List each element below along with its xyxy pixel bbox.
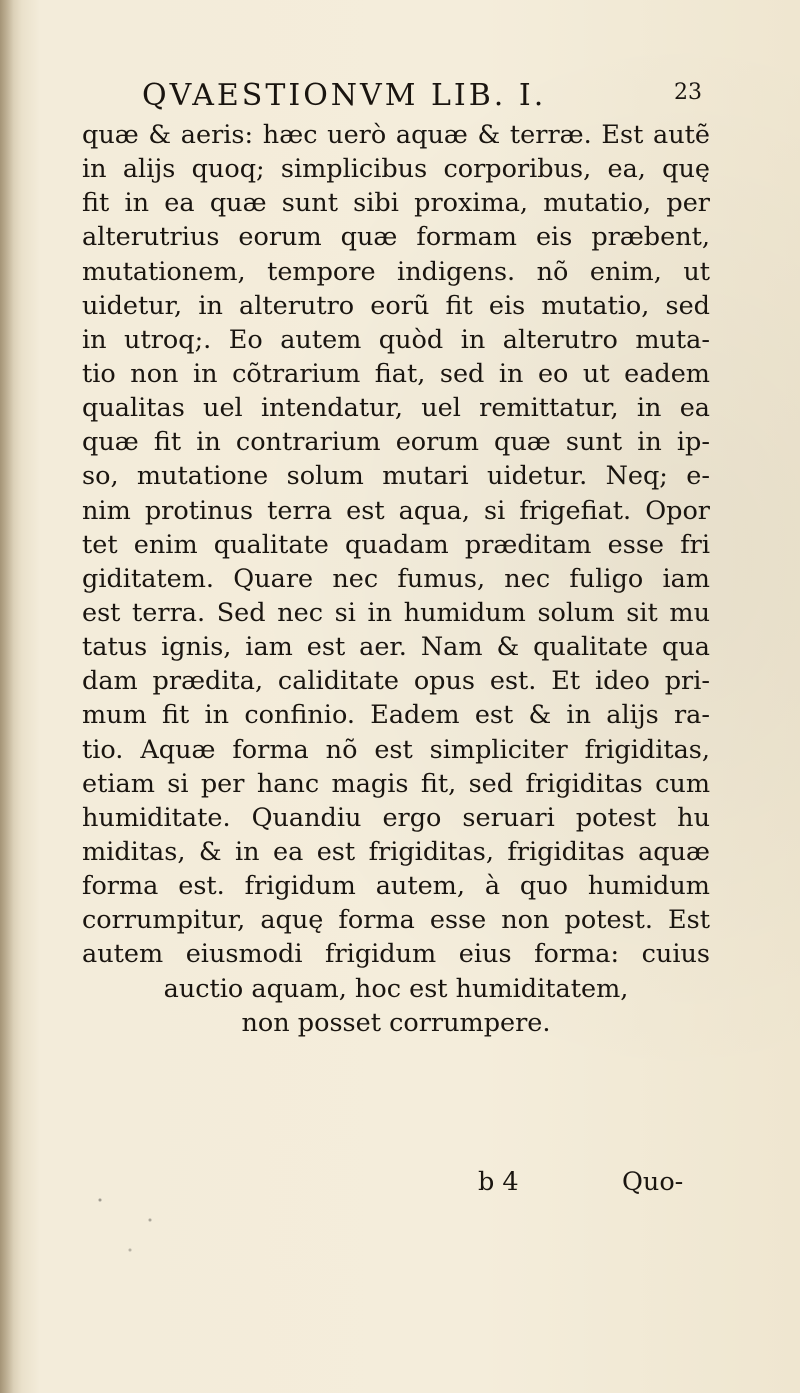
- body-text: [82, 118, 710, 1040]
- paper-specks: [90, 1190, 210, 1270]
- text-line: tatus ignis, iam est aer. Nam & qualitate qua: [82, 632, 710, 663]
- text-line: autem eiusmodi frigidum eius forma: cuius: [82, 939, 710, 970]
- text-line: fit in ea quæ sunt sibi proxima, mutatio, per: [82, 188, 710, 219]
- text-line: dam prædita, caliditate opus est. Et ideo pri-: [82, 666, 710, 697]
- text-line: tet enim qualitate quadam præditam esse fri: [82, 529, 710, 560]
- text-line: humiditate. Quandiu ergo seruari potest hu: [82, 802, 710, 833]
- text-line: est terra. Sed nec si in humidum solum sit mu: [82, 597, 710, 628]
- text-line: mum fit in confinio. Eadem est & in alijs ra-: [82, 700, 710, 731]
- text-line: miditas, & in ea est frigiditas, frigiditas aquæ: [82, 836, 710, 867]
- text-line: etiam si per hanc magis fit, sed frigiditas cum: [82, 768, 710, 799]
- text-line: so, mutatione solum mutari uidetur. Neq; e-: [82, 461, 710, 492]
- text-line: uidetur, in alterutro eorũ fit eis mutatio, sed: [82, 290, 710, 321]
- page-footer: [470, 1167, 710, 1203]
- text-line: tio non in cõtrarium fiat, sed in eo ut eadem: [82, 358, 710, 389]
- signature-mark: b 4: [478, 1167, 519, 1197]
- catchword: Quo-: [622, 1167, 684, 1197]
- folio-number: 23: [674, 80, 702, 105]
- text-line: quæ & aeris: hæc uerò aquæ & terræ. Est autẽ: [82, 120, 710, 150]
- page-header: [142, 78, 702, 118]
- text-line: corrumpitur, aquę forma esse non potest. Est: [82, 905, 710, 936]
- text-line: in utroq;. Eo autem quòd in alterutro muta-: [82, 324, 710, 355]
- running-head: QVAESTIONVM LIB. I.: [142, 78, 547, 113]
- text-line: quæ fit in contrarium eorum quæ sunt in ip-: [82, 427, 710, 458]
- text-line: mutationem, tempore indigens. nõ enim, ut: [82, 256, 710, 287]
- text-line: alterutrius eorum quæ formam eis præbent,: [82, 222, 710, 253]
- gutter-shadow: [0, 0, 22, 1393]
- text-line: forma est. frigidum autem, à quo humidum: [82, 871, 710, 902]
- text-line: in alijs quoq; simplicibus corporibus, ea, quę: [82, 154, 710, 185]
- text-line: giditatem. Quare nec fumus, nec fuligo iam: [82, 563, 710, 594]
- text-line: tio. Aquæ forma nõ est simpliciter frigiditas,: [82, 734, 710, 765]
- text-line-centered: auctio aquam, hoc est humiditatem,: [163, 973, 629, 1004]
- text-line-centered: non posset corrumpere.: [241, 1007, 551, 1038]
- text-line: qualitas uel intendatur, uel remittatur, in ea: [82, 393, 710, 424]
- text-line: nim protinus terra est aqua, si frigefiat. Opor: [82, 495, 710, 526]
